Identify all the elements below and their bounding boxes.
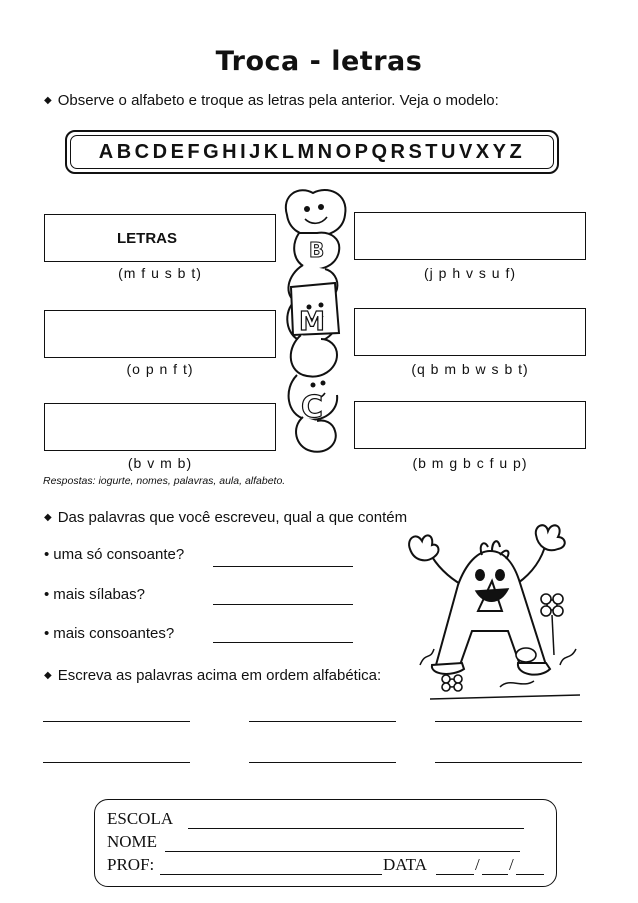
escola-label: ESCOLA — [107, 809, 174, 828]
mascot-letter-c: C — [301, 390, 324, 425]
code-1: (m f u s b t) — [118, 265, 202, 281]
alphabet-text: ABCDEFGHIJKLMNOPQRSTUVXYZ — [98, 140, 526, 163]
prof-line[interactable] — [160, 874, 382, 875]
date-day-line[interactable] — [436, 874, 474, 875]
word-box-5[interactable] — [44, 403, 276, 451]
page-title: Troca - letras — [215, 46, 423, 77]
answer-line-2[interactable] — [213, 604, 353, 605]
code-2: (j p h v s u f) — [423, 265, 517, 281]
mascot-letter-m: M — [299, 307, 325, 337]
order-line-2[interactable] — [249, 721, 396, 722]
date-slash-1: / — [475, 855, 480, 874]
letters-mascot-illustration — [277, 185, 353, 460]
question-1 — [44, 546, 184, 563]
word-box-1 — [44, 214, 276, 262]
date-month-line[interactable] — [482, 874, 508, 875]
question-1-text: uma só consoante? — [53, 546, 185, 563]
prof-label: PROF: — [107, 855, 155, 874]
mascot-letter-b: B — [309, 238, 325, 262]
code-5: (b v m b) — [127, 455, 193, 471]
order-line-5[interactable] — [249, 762, 396, 763]
code-4: (q b m b w s b t) — [411, 361, 529, 377]
order-line-1[interactable] — [43, 721, 190, 722]
code-3: (o p n f t) — [126, 361, 194, 377]
bullet-dot-icon: • — [44, 586, 50, 603]
data-label: DATA — [383, 855, 427, 874]
answer-line-1[interactable] — [213, 566, 353, 567]
date-year-line[interactable] — [516, 874, 544, 875]
bullet-dot-icon: • — [44, 625, 50, 642]
bullet-diamond-icon: ◆ — [44, 512, 52, 523]
nome-label: NOME — [107, 832, 158, 851]
question-3-text: mais consoantes? — [53, 625, 175, 642]
date-slash-2: / — [509, 855, 514, 874]
instruction-1 — [44, 92, 499, 109]
instruction-3 — [44, 667, 381, 684]
question-2-text: mais sílabas? — [53, 586, 145, 603]
bullet-diamond-icon: ◆ — [44, 670, 52, 681]
model-word: LETRAS — [117, 229, 177, 247]
instruction-2-text: Das palavras que você escreveu, qual a que contém — [57, 509, 408, 526]
question-3 — [44, 625, 174, 642]
instruction-3-text: Escreva as palavras acima em ordem alfabética: — [57, 667, 382, 684]
word-box-3[interactable] — [44, 310, 276, 358]
word-box-6[interactable] — [354, 401, 586, 449]
code-6: (b m g b c f u p) — [412, 455, 528, 471]
word-box-2[interactable] — [354, 212, 586, 260]
alphabet-box — [65, 130, 559, 174]
answer-line-3[interactable] — [213, 642, 353, 643]
order-line-4[interactable] — [43, 762, 190, 763]
order-line-3[interactable] — [435, 721, 582, 722]
nome-line[interactable] — [165, 851, 520, 852]
question-2 — [44, 586, 145, 603]
order-line-6[interactable] — [435, 762, 582, 763]
letter-a-mascot-illustration — [400, 515, 590, 700]
bullet-dot-icon: • — [44, 546, 50, 563]
word-box-4[interactable] — [354, 308, 586, 356]
instruction-2 — [44, 509, 407, 526]
bullet-diamond-icon: ◆ — [44, 95, 52, 106]
escola-line[interactable] — [188, 828, 524, 829]
instruction-1-text: Observe o alfabeto e troque as letras pela anterior. Veja o modelo: — [57, 92, 499, 109]
answers-note: Respostas: iogurte, nomes, palavras, aula, alfabeto. — [43, 475, 286, 487]
